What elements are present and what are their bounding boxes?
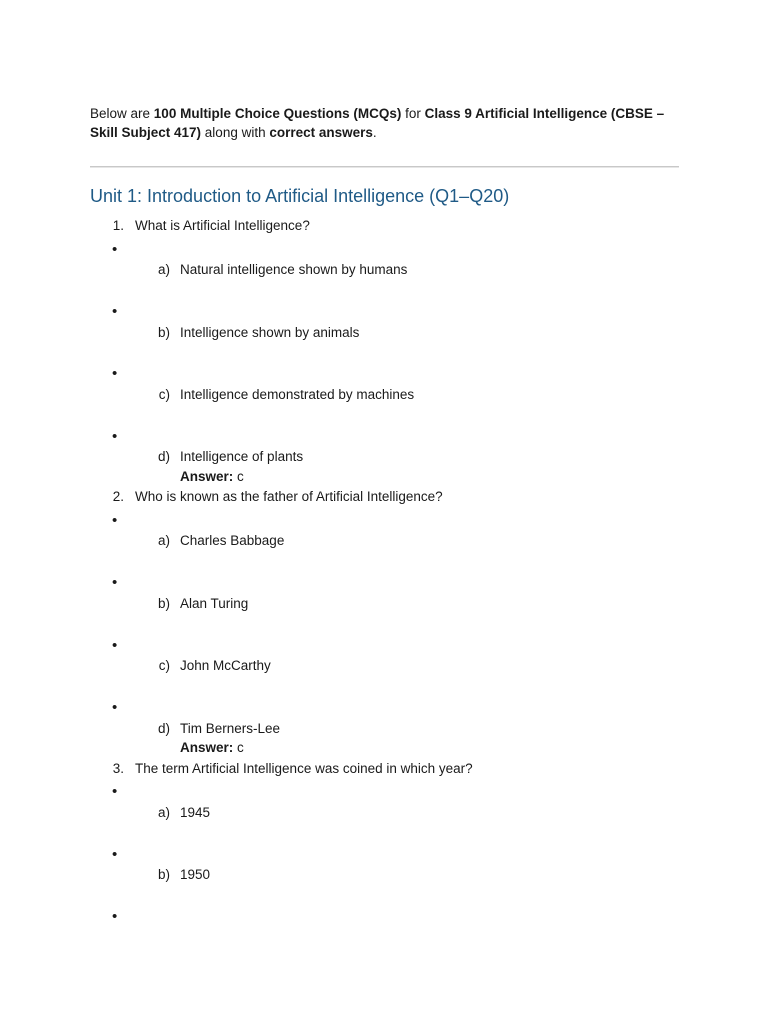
horizontal-divider — [90, 166, 679, 168]
bullet-icon: • — [112, 241, 118, 258]
intro-bold-mcq-count: 100 Multiple Choice Questions (MCQs) — [153, 106, 402, 121]
option-letter: d) — [157, 721, 170, 736]
answer-value: c — [237, 740, 244, 755]
bullet-icon: • — [112, 783, 118, 800]
question-number: 2. — [112, 489, 124, 504]
answer-label: Answer: — [180, 469, 234, 484]
question-number: 3. — [112, 761, 124, 776]
bullet-icon: • — [112, 908, 118, 925]
bullet-icon: • — [112, 512, 118, 529]
bullet-icon: • — [112, 846, 118, 863]
intro-text: . — [372, 125, 377, 140]
intro-bold-answers: correct answers — [269, 125, 373, 140]
option-letter: b) — [157, 596, 170, 611]
intro-text: for — [401, 106, 425, 121]
question-number: 1. — [112, 218, 124, 233]
option-text: Tim Berners-Lee — [180, 721, 281, 736]
option-text: 1945 — [180, 805, 211, 820]
option-letter: b) — [157, 325, 170, 340]
option-text: 1950 — [180, 867, 211, 882]
option-letter: d) — [157, 449, 170, 464]
intro-text: Below are — [90, 106, 154, 121]
option-letter: a) — [157, 262, 170, 277]
bullet-icon: • — [112, 365, 118, 382]
option-letter: b) — [157, 867, 170, 882]
option-letter: c) — [158, 387, 170, 402]
bullet-icon: • — [112, 428, 118, 445]
answer-label: Answer: — [180, 740, 234, 755]
question-text: The term Artificial Intelligence was coined in which year? — [135, 761, 473, 776]
option-letter: a) — [157, 805, 170, 820]
intro-text: along with — [201, 125, 270, 140]
answer-line — [180, 469, 244, 484]
question-text: Who is known as the father of Artificial Intelligence? — [135, 489, 443, 504]
option-letter: a) — [157, 533, 170, 548]
option-text: Intelligence demonstrated by machines — [180, 387, 415, 402]
option-text: Intelligence of plants — [180, 449, 304, 464]
option-text: Natural intelligence shown by humans — [180, 262, 408, 277]
answer-line — [180, 740, 244, 755]
option-text: Charles Babbage — [180, 533, 285, 548]
option-letter: c) — [158, 658, 170, 673]
question-text: What is Artificial Intelligence? — [135, 218, 310, 233]
bullet-icon: • — [112, 303, 118, 320]
bullet-icon: • — [112, 637, 118, 654]
option-text: John McCarthy — [180, 658, 271, 673]
intro-bold-subject: Class 9 Artificial Intelligence (CBSE – Skill Subject 417) — [90, 106, 665, 140]
bullet-icon: • — [112, 699, 118, 716]
bullet-icon: • — [112, 574, 118, 591]
answer-value: c — [237, 469, 244, 484]
option-text: Intelligence shown by animals — [180, 325, 360, 340]
intro-paragraph — [90, 104, 680, 142]
option-text: Alan Turing — [180, 596, 249, 611]
unit-heading: Unit 1: Introduction to Artificial Intelligence (Q1–Q20) — [90, 186, 510, 206]
